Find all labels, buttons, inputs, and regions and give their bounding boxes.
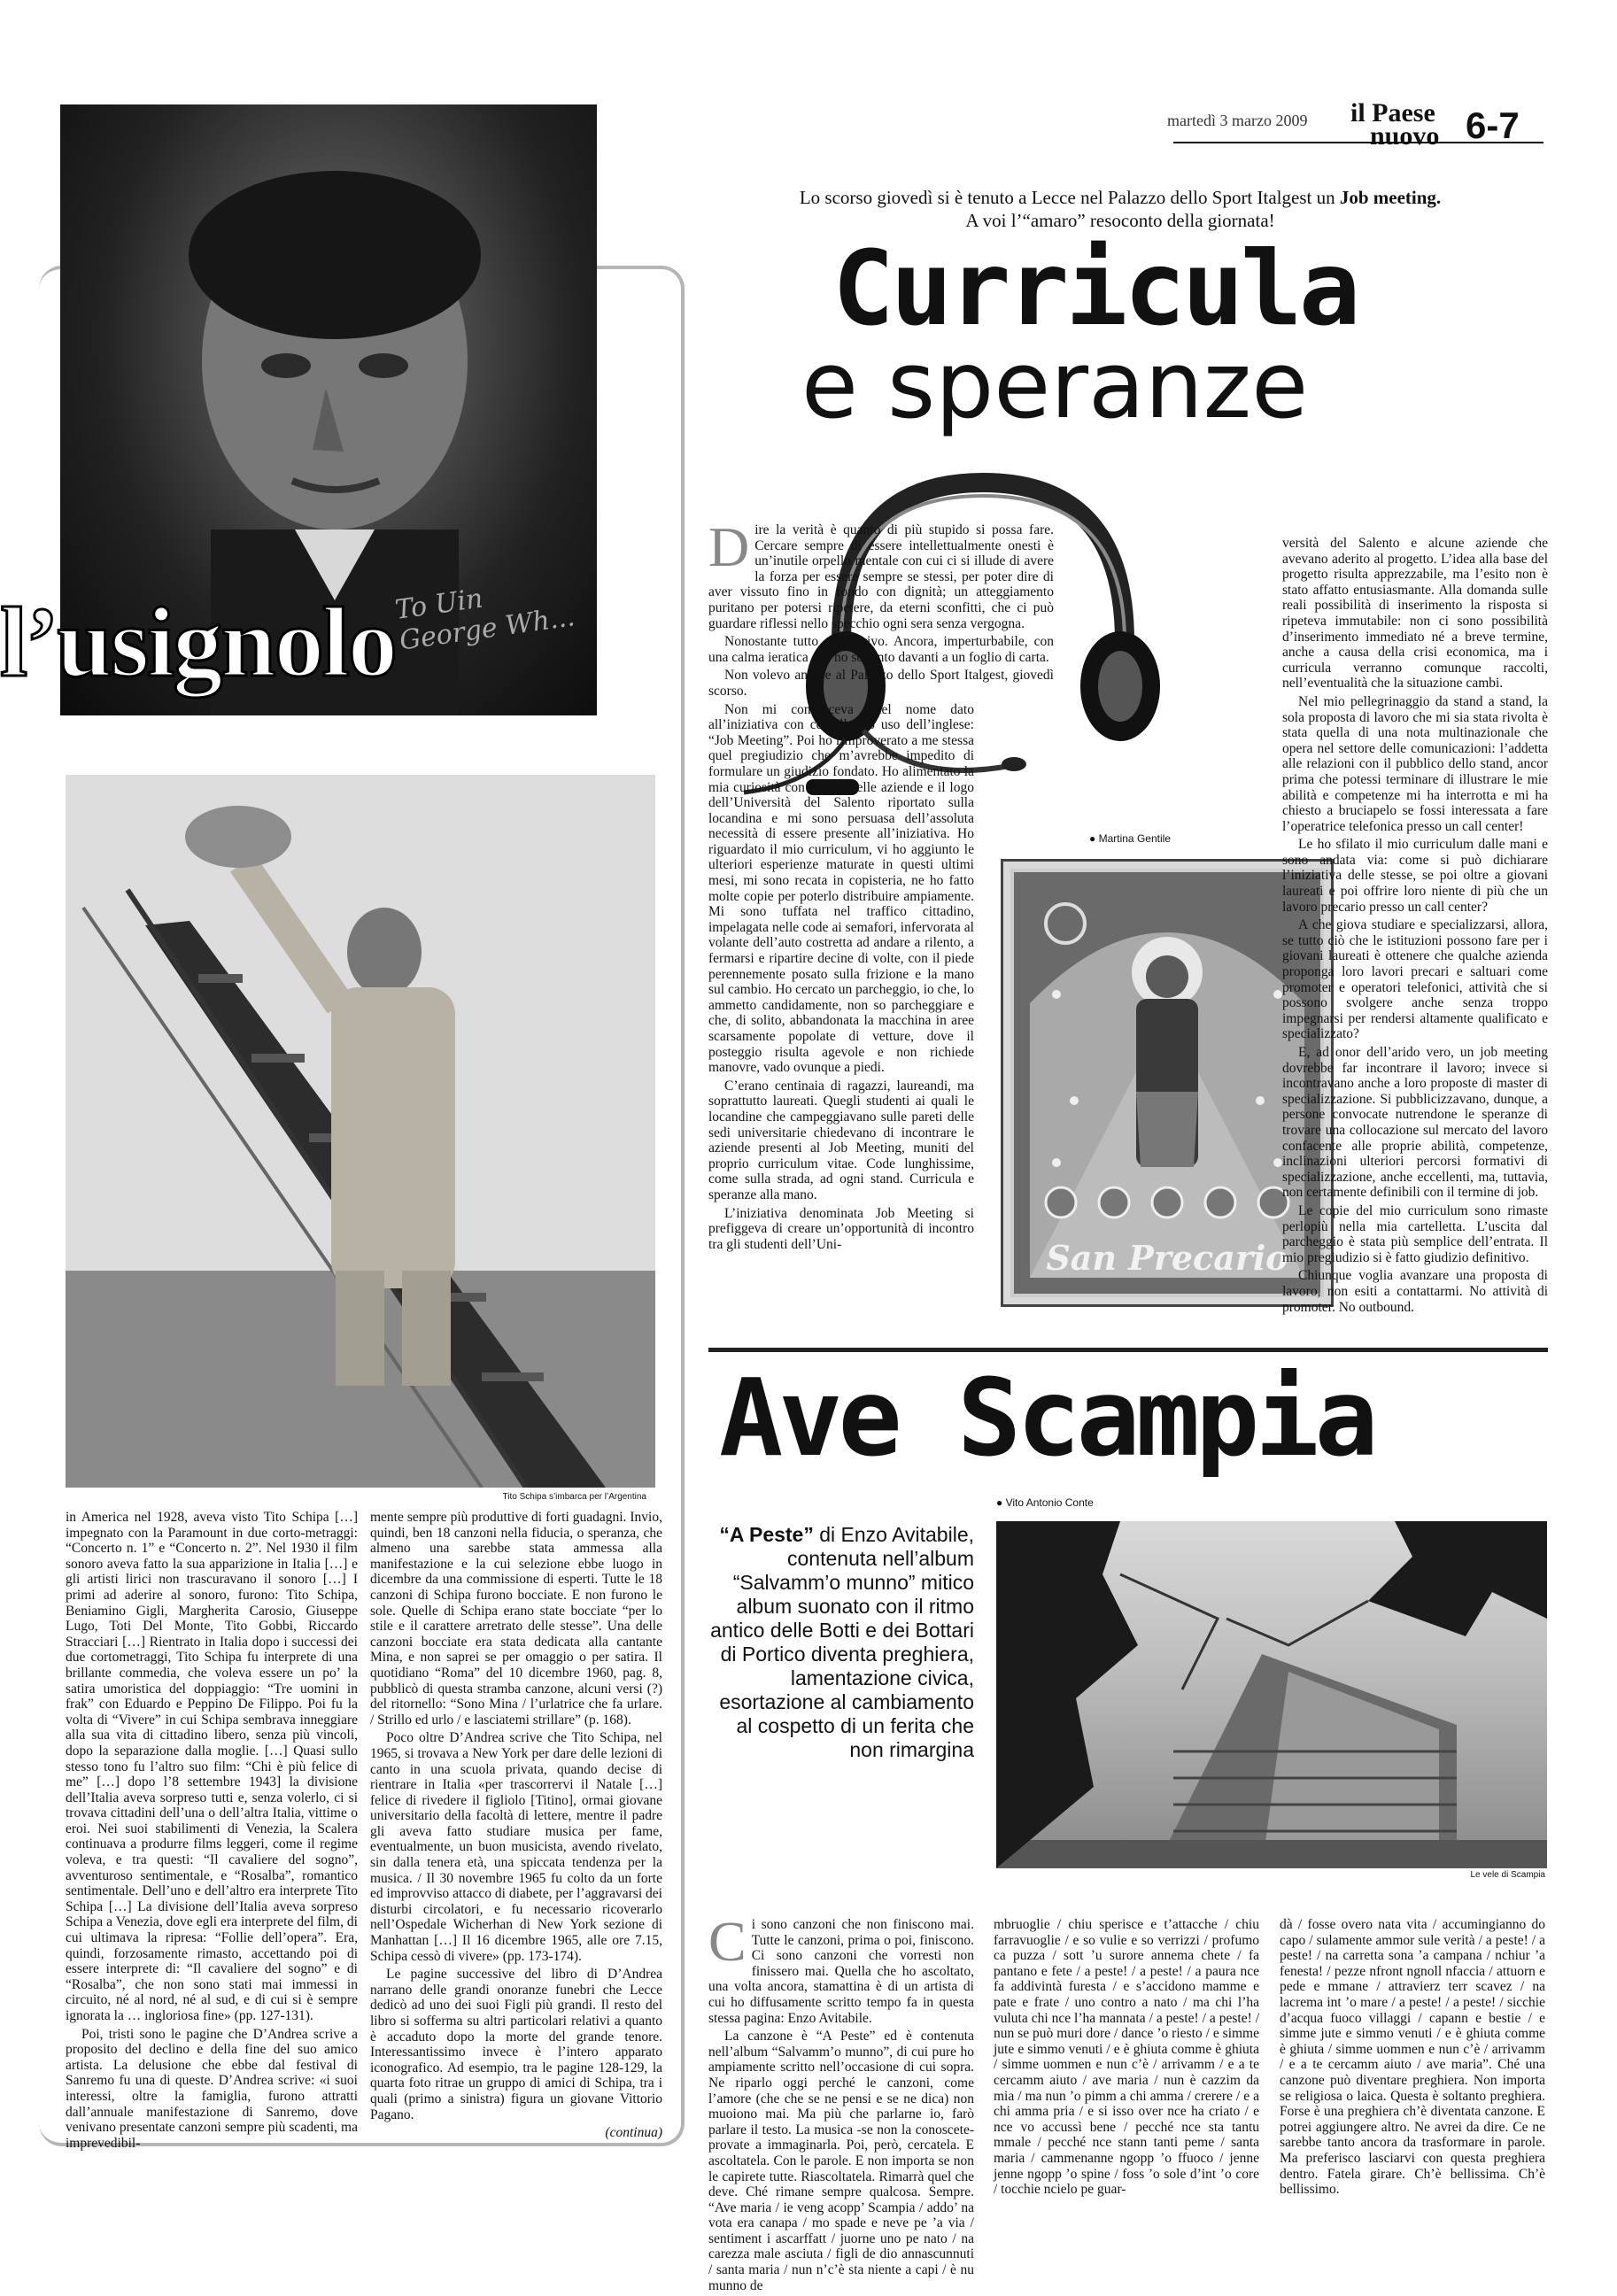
ship-stairs-photo	[66, 775, 655, 1488]
scampia-illustration	[996, 1521, 1547, 1868]
portrait-autograph: To Uin George Wh...	[393, 583, 577, 657]
article1-kicker-bold: Job meeting.	[1339, 187, 1442, 208]
article1-byline: ● Martina Gentile	[1089, 832, 1171, 845]
left-col-2	[370, 1510, 662, 2141]
masthead-logo-line1: il Paese	[1350, 98, 1435, 128]
article1-col2-para: Chiunque voglia avanzare una proposta di lavoro, non esiti a contattarmi. No attività di promoter. No outbound.	[1282, 1268, 1548, 1315]
page-numbers: 6-7	[1466, 104, 1520, 146]
article1-headline-2: e speranze	[801, 331, 1309, 439]
masthead-logo	[1350, 98, 1466, 151]
article1-col1-para: C’erano centinaia di ragazzi, laureandi, ma soprattutto laureati. Quegli studenti ai quali le locandine che campeggiavano sulle pareti delle sedi universitarie chiedevano di incontrare le aziende presenti al Job Meeting, muniti del proprio curriculum vitae. Code lunghissime, come sulla strada, ad ogni stand. Curricula e speranze alla mano.	[708, 1078, 974, 1202]
article1-col1-para: Nonostante tutto ciò, scrivo. Ancora, imperturbabile, con una calma ieratica che ho soltanto davanti a un foglio di carta.	[708, 634, 1054, 665]
left-col2-para: mente sempre più produttive di forti guadagni. Invio, quindi, ben 18 canzoni nella fiducia, o speranza, che almeno una sarebbe stata ammessa alla manifestazione e la cui selezione ebbe luogo in dicembre da una commissione di esperti. Tutte le 18 canzoni di Schipa furono bocciate. E non furono le sole. Quelle di Schipa erano state bocciate “per lo stile e il carattere arretrato delle stesse”. Una delle canzoni bocciate era stata dedicata alla cantante Mina, e non saprei se per omaggio o per satira. Il quotidiano “Roma” del 10 dicembre 1960, pag. 8, pubblicò di questa stramba canzone, alcuni versi (?) del ritornello: “Sono Mina / l’urlatrice che fa urlare. / Strillo ed urlo / e lasciatemi strillare” (p. 168).	[370, 1510, 662, 1728]
article1-col2-para: Nel mio pellegrinaggio da stand a stand, la sola proposta di lavoro che mi sia stata rivolta è stata quella di una nota multinazionale che opera nel settore delle comunicazioni: l’addetta alle relazioni con il pubblico dello stand, ancor prima che potessi terminare di illustrare le mie abilità e competenze mi ha interrotta e mi ha chiesto a bruciapelo se fossi interessata a fare l’operatrice telefonica presso un call center!	[1282, 693, 1548, 834]
article1-col-2	[1282, 536, 1548, 1318]
ship-stairs-caption: Tito Schipa s’imbarca per l’Argentina	[502, 1492, 646, 1502]
header-date: martedì 3 marzo 2009	[1167, 112, 1308, 129]
left-headline	[0, 586, 602, 719]
article1-kicker-post: A voi l’“amaro” resoconto della giornata!	[965, 210, 1275, 231]
article1-col1-para: Non mi convinceva quel nome dato all’iniziativa con cervellotico uso dell’inglese: “Job Meeting”. Poi ho rimproverato a me stessa quel pregiudizio che m’avrebbe impedito di formulare un giudizio fondato. Ho alimentato la mia curiosità con i nomi delle aziende e il logo dell’Università del Salento riportato sulla locandina e mi sono persuasa dell’assoluta necessità di essere presente all’iniziativa. Ho riguardato il mio curriculum, vi ho aggiunto le ulteriori esperienze maturate in questi ultimi mesi, mi sono recata in copisteria, ne ho fatto molte copie per poterlo distribuire ampiamente. Mi sono tuffata nel traffico cittadino, impelagata nelle code ai semafori, infervorata al volante dell’auto costretta ad andare a rilento, a fermarsi e ripartire decine di volte, con il piede perennemente posato sulla frizione e la mano sul cambio. Ho cercato un parcheggio, io che, lo ammetto candidamente, non so parcheggiare e che, di solito, abbandonata la macchina in aree scarsamente popolate di vetture, dove il posteggio risulta agevole e non richiede manovre, vado ovunque a piedi.	[708, 701, 974, 1076]
article2-col3-para: dà / fosse overo nata vita / accumingianno do capo / sulamente ammor sule verità / a peste! / a peste! / na carretta sona ’a campana / nchiur ’a fenesta! / pezze nfront ngnoll nfaccia / attuorn e pede e mmane / attravierz terr scavez / na lacrema int ’o mare / a peste! / a peste! / sicchie d’acqua fuoco villaggi / capann e bestie / e simme jute e simmo venuti / e è ghiuta comme è ghiuta / simme uommen e nun c’è / arrivamm / e a te cercamm aiuto / ave maria”. Ché una canzone può diventare preghiera. Non importa se religiosa o laica. Questa è soltanto preghiera. Forse è una preghiera ch’è diventata canzone. E potrei aggiungere altro. Ne avrei da dire. Ce ne sarebbe tanto ancora da trasformare in parole. Ma preferisco lasciarvi con questa preghiera dentro. Fatela girare. Ch’è bellissima. Ch’è bellissimo.	[1280, 1917, 1545, 2198]
article1-col2-para: Le ho sfilato il mio curriculum dalle mani e sono andata via: come si può dichiarare l’iniziativa delle stesse, se poi oltre a giovani laureati e poi offrire loro niente di più che un lavoro precario presso un call center?	[1282, 837, 1548, 915]
article2-summary-bold: “A Peste”	[719, 1523, 814, 1546]
article2-col-3	[1280, 1917, 1545, 2200]
article1-dropcap: D	[708, 515, 750, 578]
left-headline-text: l’usignolo	[0, 588, 396, 698]
article1-col2-para: A che giova studiare e specializzarsi, allora, se tutto ciò che le istituzioni possono fare per i giovani laureati è ottenere che qualche azienda proponga loro lavori precari e saltuari come promoter e operatori telefonici, attività che si possono svolgere anche senza troppo impegnarsi per rendersi altamente qualificato e specializzato?	[1282, 917, 1548, 1042]
poster-title: San Precario	[1046, 1238, 1288, 1278]
left-col-1	[66, 1510, 358, 2153]
left-col1-para: Poi, tristi sono le pagine che D’Andrea scrive a proposito del declino e della fine del suo amico artista. La delusione che ebbe dal festival di Sanremo fu una di queste. D’Andrea scrive: «i suoi interessi, oltre la famiglia, furono attratti dall’annuale manifestazione di Sanremo, dove venivano presentate canzoni sempre più scadenti, ma imprevedibil-	[66, 2026, 358, 2151]
article2-col1-para: La canzone è “A Peste” ed è contenuta nell’album “Salvamm’o munno”, di cui pure ho ampiamente scritto nell’occasione di cui sopra. Ne riparlo oggi perché le canzoni, come l’amore (che che se ne pensi e se ne dica) non muoiono mai. Ma più che parlarne io, farò parlare il testo. La musica -se non la conoscete- provate a immaginarla. Poi, però, cercatela. E ascoltatela. Con le parole. E non importa se non le capirete tutte. Riascoltatela. Rimarrà quel che deve. Ché rimane sempre qualcosa. Sempre. “Ave maria / ie veng acopp’ Scampia / addo’ na vota era canapa / mo spade e neve pe ’a via / sentiment i ascarffatt / juorne uno pe nato / na carezza male asciuta / figli de dio annascunnuti / santa maria / nun n’c’è sta niente a capi / è nu munno de	[708, 2029, 974, 2293]
article2-dropcap: C	[708, 1910, 747, 1973]
article2-summary-rest: di Enzo Avitabile, contenuta nell’album “Salvamm’o munno” mitico album suonato con il ritmo antico delle Botti e dei Bottari di Portico diventa preghiera, lamentazione civica, esortazione al cambiamento al cospetto di un ferita che non rimargina	[710, 1523, 974, 1761]
left-col2-para: Le pagine successive del libro di D’Andrea narrano delle grandi onoranze funebri che Lecce dedicò ad uno dei suoi Figli più grandi. Il resto del libro si sofferma su altri particolari relativi a quanto è accaduto dopo la morte del grande tenore. Interessantissimo invece è l’intero apparato iconografico. Ad esempio, tra le pagine 128-129, la quarta foto ritrae un gruppo di amici di Schipa, tra i quali (primo a sinistra) figura un giovane Vittorio Pagano.	[370, 1967, 662, 2122]
article1-col2-para: E, ad onor dell’arido vero, un job meeting dovrebbe far incontrare il lavoro; invece si incontravano anche a loro proposte di master di specializzazione. Si pubblicizzavano, dunque, a persone convocate nutrendone le speranze di trovare una collocazione sul mercato del lavoro confacente alle proprie abilità, competenze, inclinazioni ulteriori percorsi formativi di specializzazione, anche eccellenti, ma, tuttavia, non certamente definibili con il termine di job.	[1282, 1045, 1548, 1201]
scampia-caption: Le vele di Scampia	[1470, 1870, 1545, 1880]
article2-col-2	[994, 1917, 1259, 2200]
article1-col1-para: ire la verità è quanto di più stupido si possa fare. Cercare sempre di essere intellettualmente onesti è un’inutile orpello mentale con cui ci si illude di avere la forza per essere sempre se stessi, per poter dire di aver vissuto fino in fondo con dignità; un atteggiamento puritano per potersi ripetere, da eterni sconfitti, che ci può guardare riflessi nello specchio ogni sera senza vergogna.	[708, 522, 1054, 631]
header-rule	[1173, 142, 1544, 143]
article1-kicker-pre: Lo scorso giovedì si è tenuto a Lecce nel Palazzo dello Sport Italgest un	[799, 187, 1340, 208]
left-col2-para: Poco oltre D’Andrea scrive che Tito Schipa, nel 1965, si trovava a New York per dare delle lezioni di canto in una scuola privata, quando decise di rientrare in Italia «per trascorrervi il Natale […] felice di rivedere il figliolo [Titino], ormai giovane universitario della facoltà di lettere, mentre il padre gli aveva fatto studiare musica per fame, eventualmente, un buon musicista, avendo rivelato, sin dalla tenera età, una spiccata tendenza per la musica. / Il 30 novembre 1965 fu colto da un forte ed improvviso attacco di diabete, per l’aggravarsi dei disturbi circolatori, e fu necessario ricoverarlo nell’Ospedale Wicherhan di New York sezione di Manhattan […] Il 16 dicembre 1965, alle ore 7.15, Schipa cessò di vivere» (pp. 173-174).	[370, 1730, 662, 1964]
article1-headline-1: Curricula	[832, 229, 1358, 349]
article2-headline: Ave Scampia	[719, 1357, 1374, 1480]
article1-col-1	[708, 515, 1275, 1255]
masthead-logo-line2: nuovo	[1370, 121, 1440, 151]
article1-col1-para: Non volevo andare al Palazzo dello Sport Italgest, giovedì scorso.	[708, 668, 1054, 699]
article2-col-1	[708, 1910, 974, 2296]
article1-kicker	[797, 186, 1443, 232]
article2-byline: ● Vito Antonio Conte	[996, 1496, 1094, 1509]
article1-col1-para: L’iniziativa denominata Job Meeting si prefiggeva di creare un’opportunità di incontro tra gli studenti dell’Uni-	[708, 1205, 974, 1252]
article2-summary	[708, 1523, 974, 1762]
article2-byline-text: Vito Antonio Conte	[1005, 1496, 1094, 1509]
left-col1-para: in America nel 1928, aveva visto Tito Schipa […] impegnato con la Paramount in due corto-metraggi: “Concerto n. 1” e “Concerto n. 2”. Nel 1930 il film sonoro aveva fatto la sua apparizione in Italia […] e gli artisti lirici non trascuravano il sonoro […] I primi ad aderire al sonoro, furono: Tito Schipa, Beniamino Gigli, Margherita Carosio, Giuseppe Lugo, Toti Del Monte, Tito Gobbi, Riccardo Stracciari […] Rientrato in Italia dopo i successi dei due cortometraggi, Tito Schipa fu interprete di una brillante commedia, che voleva essere un po’ la satira umoristica del doppiaggio: “Tre uomini in frak” con Eduardo e Peppino De Filippo. Poi fu la volta di “Vivere” in cui Schipa sembrava inneggiare alla sua vita di cittadino libero, senza più vincoli, dopo la separazione dalla moglie. […] Quasi sullo stesso tono fu l’altro suo film: “Chi è più felice di me” […] dopo l’8 settembre 1943] la divisione dell’Italia aveva sorpreso tutti e, senza volerlo, ci si trovava cittadini dell’una o dell’altra Italia, vittime o eroi. Nei suoi stabilimenti di Venezia, la Scalera continuava a produrre films leggeri, come il regime voleva, e tra questi: “Il cavaliere del sogno”, avventuroso sentimentale, e “Rosalba”, romantico sentimentale. Dell’uno e dell’altro era interprete Tito Schipa […] La divisione dell’Italia aveva sorpreso Schipa a Venezia, dove egli era interprete del film, di cui ultimava la ripresa: “Follie dell’opera”. Era, quindi, forzosamente rimasto, accettando poi di essere interprete di: “Il cavaliere del sogno” e di “Rosalba”, che non sono stati mai immessi in circuito, né al nord, né al sud, e di cui si è sempre ignorata la … ingloriosa fine» (pp. 127-131).	[66, 1510, 358, 2023]
article2-col2-para: mbruoglie / chiu sperisce e t’attacche / chiu farravuoglie / e so vulie e so verrizzi / profumo ca puzza / sott ’u surore annema chete / fa pantano e fete / a peste! / a peste! / a paura nce fa addivintà furesta / e s’accidono mamme e pate e frate / uno contro a nato / ma chi l’ha vuluta chi nce l’ha mannata / a peste! / a peste! / nun se può muri dore / dance ’o riesto / e simme jute e simmo venuti / e è ghiuta comme è ghiuta / simme uommen e nun c’è / arrivamm / e a te cercamm aiuto / ave maria / nun è cazzim da mia / ma nun ’o pimm a chi amma / crerere / e a chi amma pria / e si isso over nce ha criato / e nce vo accussì bene / pecché nce sta tantu mmale / pecché nce stann tanti peme / santa maria / cammenanne ngopp ’o ffuoco / jenne jenne ngopp ’o spine / foss ’o sole d’int ’o core / tocchie ncielo pe guar-	[994, 1917, 1259, 2198]
section-divider	[708, 1348, 1548, 1352]
article1-col2-para: versità del Salento e alcune aziende che avevano aderito al progetto. L’idea alla base del progetto risulta apprezzabile, ma l’esito non è stato affatto entusiasmante. Alla domanda sulle reali possibilità di inserimento la risposta si ripeteva immutabile: non ci sono possibilità d’inserimento immediato né a breve termine, anche a causa della crisi economica, ma i curricula verranno comunque raccolti, nell’eventualità che la situazione cambi.	[1282, 536, 1548, 692]
article1-byline-text: Martina Gentile	[1098, 832, 1171, 845]
scampia-photo	[996, 1521, 1547, 1868]
article1-col2-para: Le copie del mio curriculum sono rimaste perlopiù nella mia cartelletta. L’uscita dal parcheggio è stata più semplice dell’entrata. Il mio pregiudizio si è fatto giudizio definitivo.	[1282, 1202, 1548, 1265]
continua-label: (continua)	[605, 2125, 662, 2141]
article2-col1-para: i sono canzoni che non finiscono mai. Tutte le canzoni, prima o poi, finiscono. Ci sono canzoni che vorresti non finissero mai. Quella che ho ascoltato, una volta ancora, stamattina è di un artista di cui ho diffusamente scritto tempo fa in questa stessa pagina: Enzo Avitabile.	[708, 1917, 974, 2026]
ship-stairs-illustration	[66, 775, 655, 1488]
